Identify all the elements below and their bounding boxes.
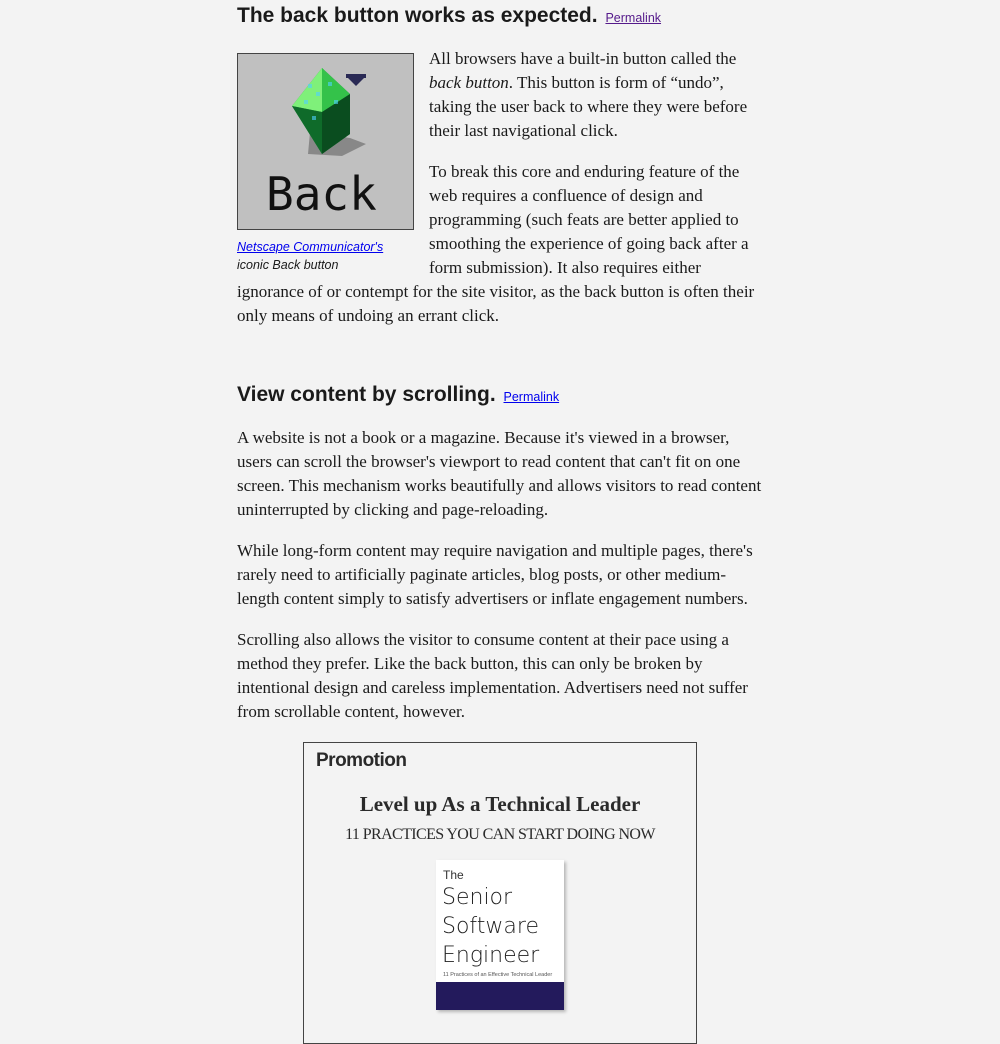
back-button-image — [237, 53, 414, 230]
permalink-link[interactable]: Permalink — [605, 11, 662, 25]
permalink-link[interactable]: Permalink — [503, 390, 560, 404]
section-back-button-body — [237, 47, 765, 328]
paragraph-text: . This button is form of “undo”, taking the user back to where they were before their last navigational click. — [429, 73, 748, 140]
paragraph: To break this core and enduring feature of the web requires a confluence of design and programming (such feats are better applied to smoothing the experience of going back after a form submission). It also requires either ignorance of or contempt for the site visitor, as the back button is often their only means of undoing an errant click. — [237, 162, 755, 325]
book-the: The — [443, 868, 464, 882]
section-title: View content by scrolling. — [237, 383, 496, 406]
book-title — [442, 883, 539, 970]
figure-caption — [237, 238, 414, 274]
section-title: The back button works as expected. — [237, 4, 598, 27]
book-title-line: Engineer — [442, 943, 540, 968]
section-scrolling-body — [237, 426, 765, 724]
promotion-subhead: 11 PRACTICES YOU CAN START DOING NOW — [345, 826, 655, 843]
promotion-label: Promotion — [316, 750, 407, 771]
section-heading-back-button — [237, 1, 765, 33]
book-cover[interactable] — [436, 860, 564, 1010]
section-heading-scrolling — [237, 380, 765, 412]
figure — [237, 53, 414, 274]
book-tagline: 11 Practices of an Effective Technical Leader — [443, 972, 553, 978]
book-title-line: Software — [442, 914, 539, 939]
paragraph: Scrolling also allows the visitor to consume content at their pace using a method they prefer. Like the back button, this can only be broken by intentional design and careless implementation. Advertisers need not suffer from scrollable content, however. — [237, 630, 748, 721]
paragraph-text: All browsers have a built-in button called the — [429, 49, 737, 68]
caption-text: iconic Back button — [237, 258, 339, 272]
caption-link[interactable]: Netscape Communicator's — [237, 240, 384, 254]
paragraph-emphasis: back button — [429, 73, 509, 92]
book-title-line: Senior — [442, 885, 513, 910]
promotion-headline: Level up As a Technical Leader — [359, 792, 641, 816]
paragraph: While long-form content may require navigation and multiple pages, there's rarely need to artificially paginate articles, blog posts, or other medium-length content simply to satisfy advertisers or inflate engagement numbers. — [237, 541, 753, 608]
promotion-box — [303, 742, 697, 1044]
paragraph: A website is not a book or a magazine. Because it's viewed in a browser, users can scroll the browser's viewport to read content that can't fit on one screen. This mechanism works beautifully and allows visitors to read content uninterrupted by clicking and page-reloading. — [237, 428, 762, 519]
book-band — [436, 982, 564, 1010]
back-label: Back — [266, 167, 377, 221]
back-arrow-icon — [238, 54, 413, 229]
